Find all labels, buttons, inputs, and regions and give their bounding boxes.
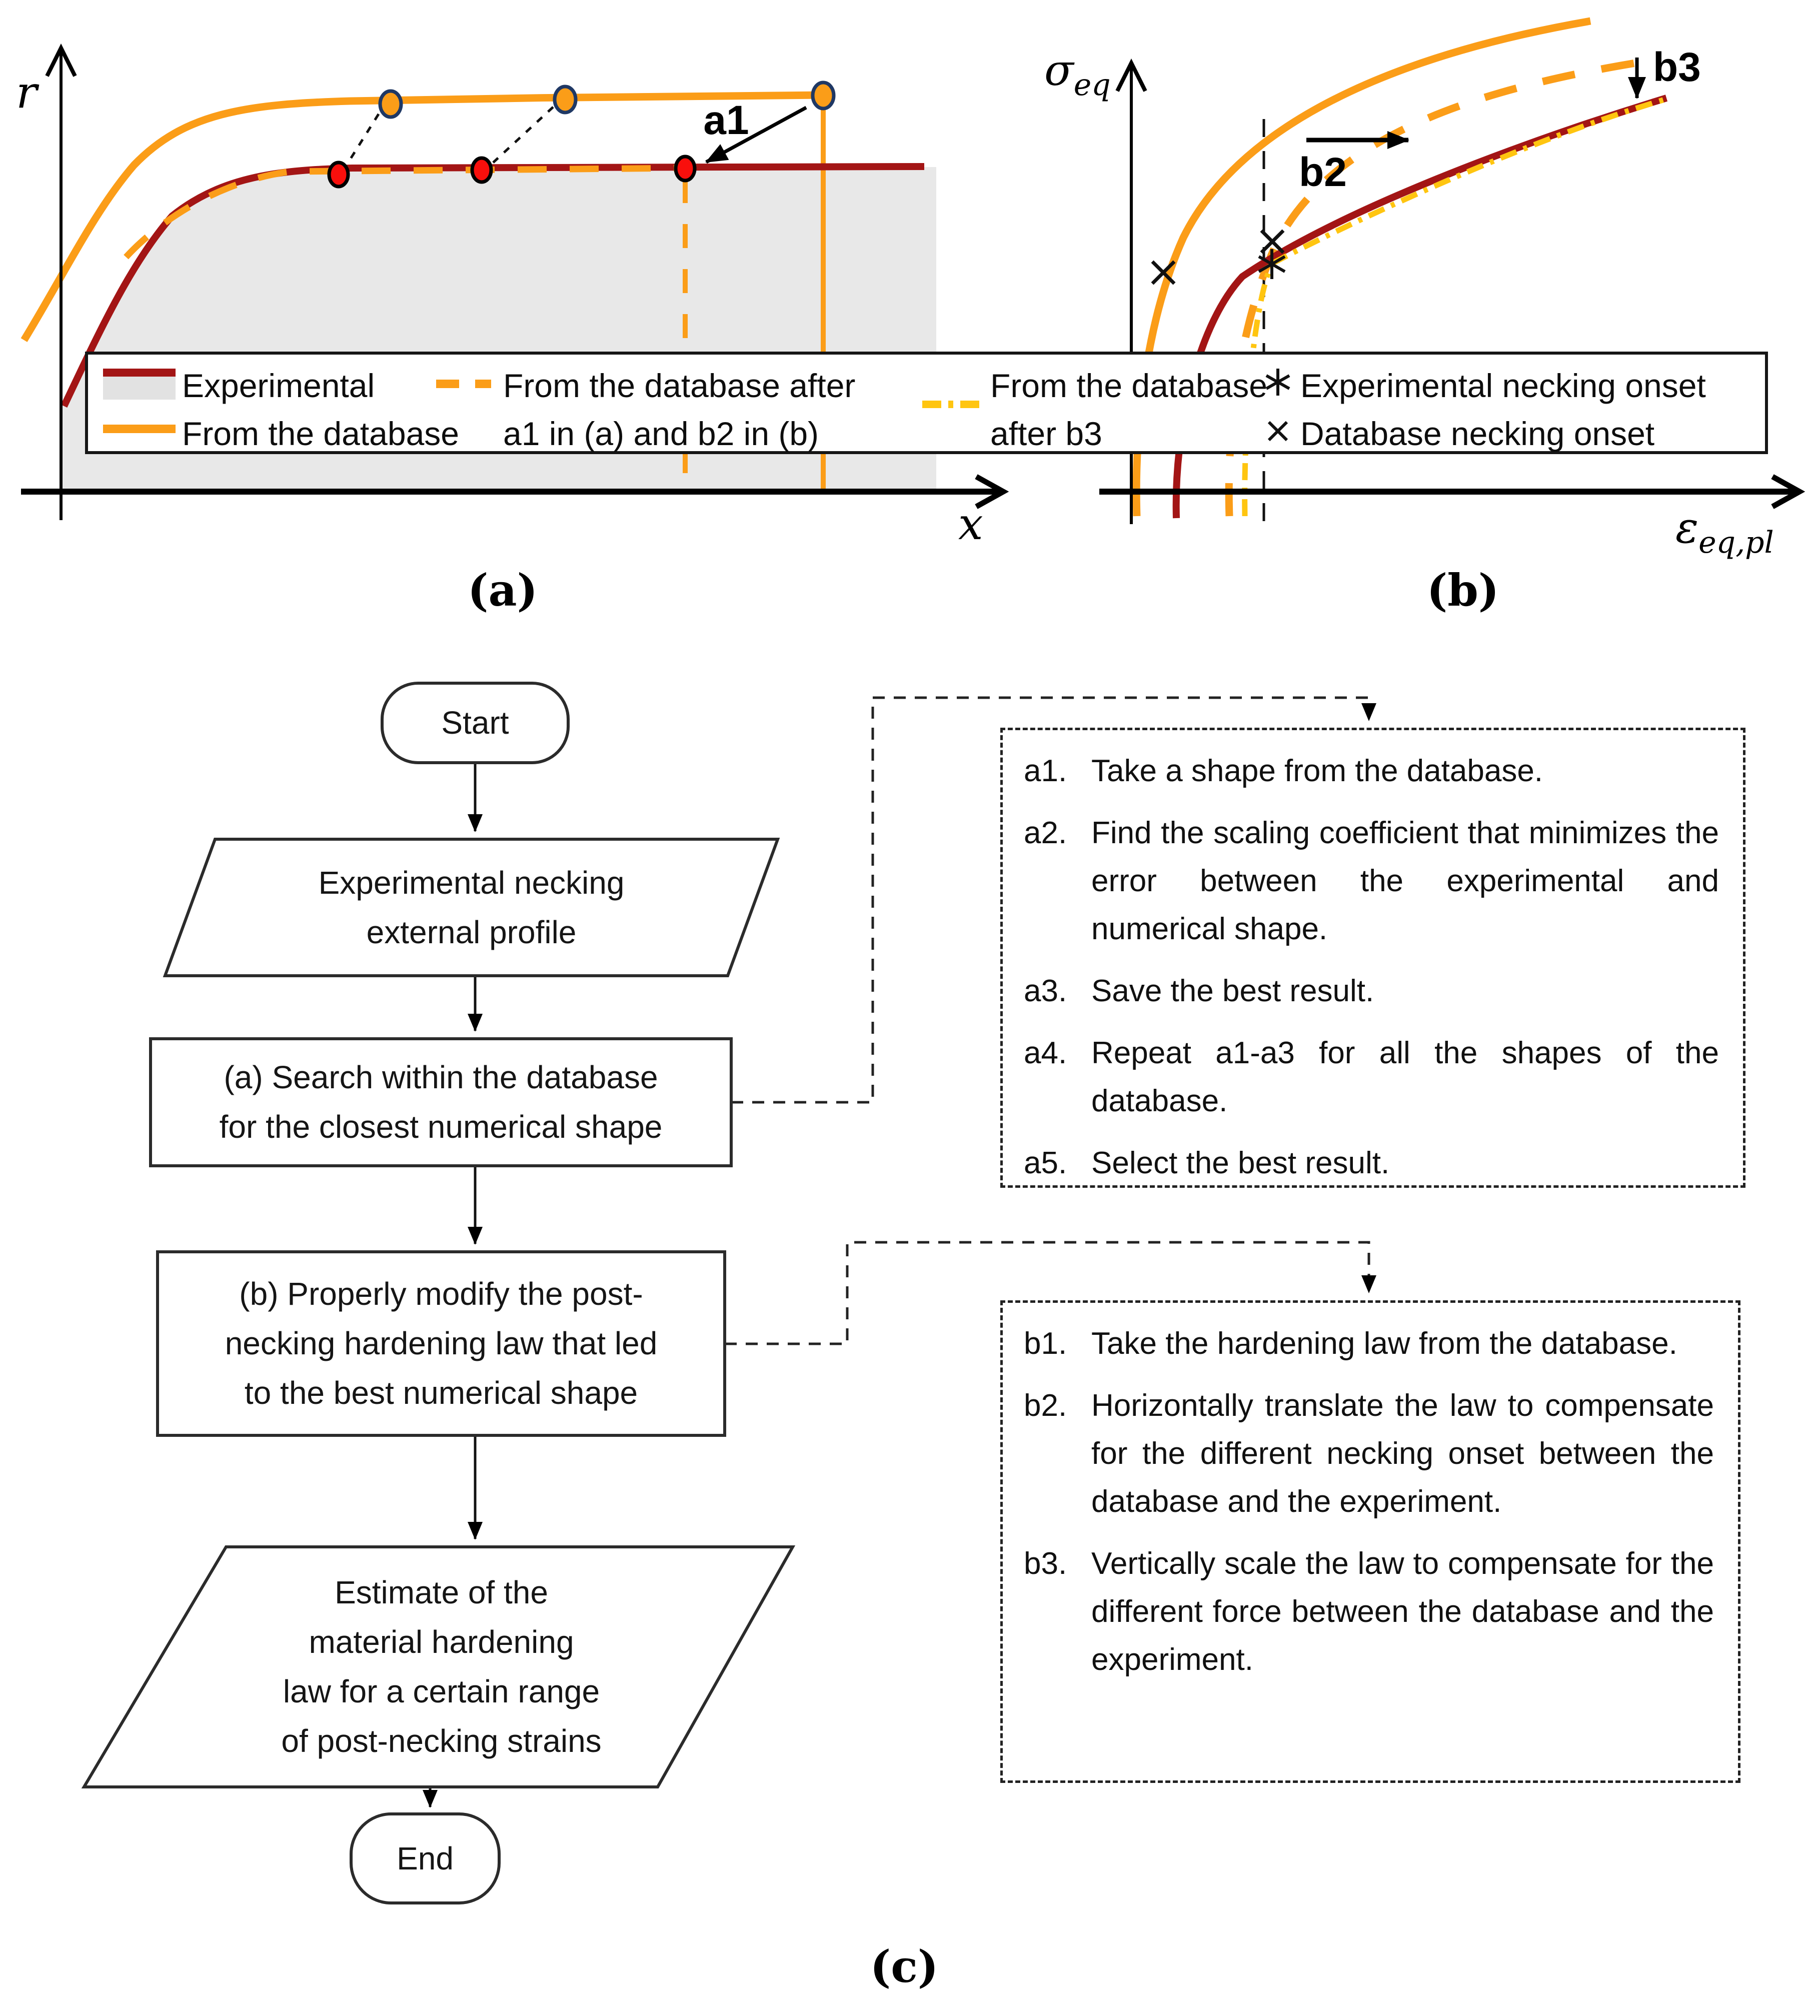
a1-label: a1 (703, 98, 749, 143)
output-node-label (155, 1550, 728, 1783)
notes-a-box (1000, 728, 1745, 1188)
note-a5 (1024, 1139, 1719, 1187)
b3-label: b3 (1653, 45, 1701, 90)
note-a1 (1024, 747, 1719, 795)
output-line4: of post-necking strains (281, 1722, 602, 1759)
after-b3-swatch (922, 401, 981, 408)
step-a-node-label (151, 1042, 731, 1163)
input-line1: Experimental necking (318, 865, 625, 901)
legend-exp-necking-label: Experimental necking onset (1300, 367, 1706, 404)
note-b3 (1024, 1540, 1714, 1684)
start-text: Start (441, 705, 509, 741)
step-a-line1: (a) Search within the database (224, 1059, 658, 1095)
note-a4-text: Repeat a1-a3 for all the shapes of the database. (1091, 1036, 1719, 1118)
after-a1-b2-swatch (436, 380, 491, 388)
end-text: End (397, 1840, 454, 1876)
asterisk-icon (1262, 367, 1293, 398)
legend-box (85, 352, 1768, 454)
experimental-swatch (103, 369, 176, 400)
step-b-line1: (b) Properly modify the post- (239, 1276, 643, 1312)
note-b2-id: b2. (1024, 1388, 1067, 1423)
note-a3-id: a3. (1024, 974, 1067, 1008)
end-node-label (351, 1814, 499, 1903)
x-axis-label-b: εeq,pl (1675, 503, 1774, 560)
y-axis-label-a: r (16, 67, 38, 118)
note-a5-id: a5. (1024, 1146, 1067, 1180)
note-b1-text: Take the hardening law from the database. (1091, 1326, 1677, 1361)
plots-panel (0, 0, 1820, 630)
b2-label: b2 (1299, 150, 1347, 195)
step-b-node-label (158, 1255, 725, 1432)
legend-database-label: From the database (182, 415, 459, 452)
legend-after-a1-label-line2: a1 in (a) and b2 in (b) (503, 415, 819, 452)
output-line1: Estimate of the (335, 1574, 548, 1610)
note-a3-text: Save the best result. (1091, 974, 1374, 1008)
note-a4-id: a4. (1024, 1036, 1067, 1070)
note-b3-text: Vertically scale the law to compensate for the different force between the database and the experiment. (1091, 1546, 1714, 1677)
correspondence-dashed-line-2 (493, 107, 553, 163)
output-line2: material hardening (309, 1623, 574, 1660)
note-b2 (1024, 1382, 1714, 1526)
notes-b-box (1000, 1300, 1740, 1783)
note-b2-text: Horizontally translate the law to compensate for the different necking onset between the database and the experiment. (1091, 1388, 1714, 1519)
x-axis-label-a: x (958, 498, 983, 550)
database-swatch (103, 425, 176, 433)
input-node-label (170, 845, 773, 970)
panel-b (1044, 21, 1799, 560)
step-b-line2: necking hardening law that led (225, 1325, 658, 1361)
legend-after-a1-label-line1: From the database after (503, 367, 856, 404)
note-b3-id: b3. (1024, 1546, 1067, 1581)
y-axis-label-b: σeq (1044, 46, 1111, 103)
step-a-line2: for the closest numerical shape (219, 1109, 663, 1145)
note-a4 (1024, 1029, 1719, 1125)
legend-after-b3-label-line2: after b3 (990, 415, 1102, 452)
caption-c: (c) (870, 1940, 939, 1992)
caption-a: (a) (467, 564, 538, 616)
caption-b: (b) (1426, 564, 1499, 616)
note-a2 (1024, 809, 1719, 953)
legend-db-necking-label: Database necking onset (1300, 415, 1655, 452)
note-a1-id: a1. (1024, 754, 1067, 788)
note-a3 (1024, 967, 1719, 1015)
note-a1-text: Take a shape from the database. (1091, 754, 1543, 788)
cross-icon (1265, 419, 1290, 444)
panel-a (16, 48, 1003, 550)
note-a2-text: Find the scaling coefficient that minimizes the error between the experimental and numerical shape. (1091, 816, 1719, 946)
note-a5-text: Select the best result. (1091, 1146, 1390, 1180)
output-line3: law for a certain range (283, 1673, 600, 1709)
input-line2: external profile (366, 914, 577, 950)
note-b1-id: b1. (1024, 1326, 1067, 1361)
step-b-line3: to the best numerical shape (244, 1375, 638, 1411)
note-b1 (1024, 1320, 1714, 1368)
legend-experimental-label: Experimental (182, 367, 375, 404)
correspondence-dashed-line-1 (347, 114, 379, 165)
note-a2-id: a2. (1024, 816, 1067, 850)
start-node-label (382, 683, 568, 763)
legend-after-b3-label-line1: From the database (990, 367, 1267, 404)
